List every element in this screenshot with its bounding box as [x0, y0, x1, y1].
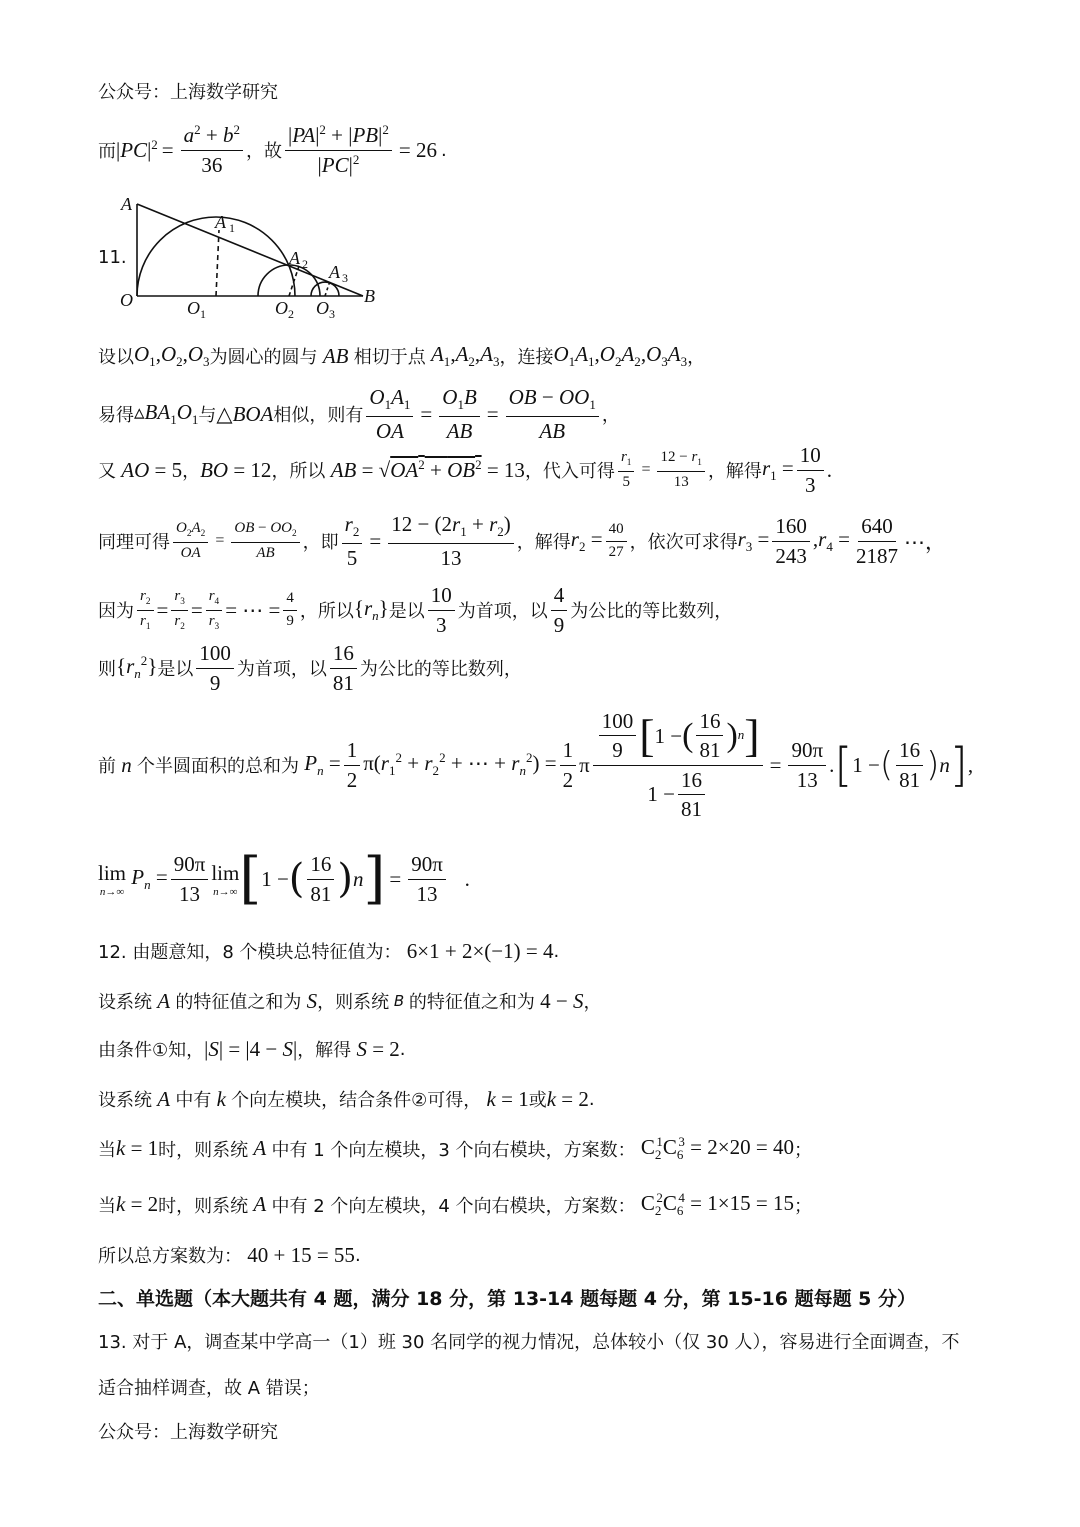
p11-limit-line: lim n→∞ $P_n$ = $\frac{90\pi}{13}$ lim n→∞ [ 1 − ( $\frac{16}{81}$ ) n ] = $\frac{90\pi}{13}$ .: [98, 846, 470, 911]
label-O3: O: [316, 298, 329, 318]
label-B: B: [364, 286, 375, 306]
problem-11-number: 11.: [98, 247, 127, 268]
p12-line-3: 由条件①知， |S| = |4 − S| ，解得 S = 2 .: [98, 1036, 406, 1061]
p11-line-5: 因为 $\frac{r_2}{r_1}$ = $\frac{r_3}{r_2}$ = $\frac{r_4}{r_3}$ = ⋯ = $\frac{4}{9}$ ，所以 $\{r_n\}$ 是以 $\frac{10}{3}$ 为首项，以 $\frac{4}{9}$ 为公比的等比数列，: [98, 583, 733, 637]
p12-line-2: 设系统 A 的特征值之和为 S ，则系统 B 的特征值之和为 4 − S ，: [98, 988, 602, 1013]
p12-line-1: 12. 由题意知，8 个模块总特征值为： 6×1 + 2×(−1) = 4 .: [98, 938, 560, 963]
p12-line-6: 当 k = 2 时，则系统 A 中有 2 个向左模块，4 个向右模块，方案数： $C_2^2C_6^4 = 1\times 15 = 15$ ；: [98, 1190, 812, 1219]
pc-line: 而 $|PC|^2$ = $\frac{a^2 + b^2}{36}$ ，故 $\frac{|PA|^2 + |PB|^2}{|PC|^2}$ = 26 .: [98, 122, 447, 177]
svg-text:1: 1: [200, 307, 206, 320]
svg-text:1: 1: [229, 221, 235, 235]
p12-line-7: 所以总方案数为： 40 + 15 = 55 .: [98, 1242, 361, 1267]
label-O1: O: [187, 298, 200, 318]
svg-text:3: 3: [329, 307, 335, 320]
p13-line-2: 适合抽样调查，故 A 错误；: [98, 1378, 320, 1399]
svg-text:2: 2: [302, 257, 308, 271]
label-A3: A: [329, 262, 340, 282]
fraction: $\frac{|PA|^2 + |PB|^2}{|PC|^2}$: [285, 123, 392, 176]
p11-line-7: 前 n 个半圆面积的总和为 $P_n$ = $\frac{1}{2}$ $\pi(r_1^2 + r_2^2$ + ⋯ + $r_n^2$) = $\frac{1}{2}$ π $\frac{100}{9}$ [ 1 − ( $\frac{16}{81}$ ) n ] 1 − $\frac{16}{81}$ = $\frac{90\pi}{13}$ . [ 1 − ( $\frac{16}{81}$ ) n ] ,: [98, 709, 974, 821]
section-heading: 二、单选题（本大题共有 4 题，满分 18 分，第 13-14 题每题 4 分，第 15-16 题每题 5 分）: [98, 1288, 917, 1310]
page-header: 公众号：上海数学研究: [98, 82, 278, 103]
p13-line-1: 13. 对于 A，调查某中学高一（1）班 30 名同学的视力情况，总体较小（仅 30 人），容易进行全面调查，不: [98, 1332, 960, 1353]
p11-line-6: 则 $\{r_n^2\}$ 是以 $\frac{100}{9}$ 为首项，以 $\frac{16}{81}$ 为公比的等比数列，: [98, 641, 522, 695]
p11-line-2: 易得 $▵BA_1O_1$ 与 △BOA 相似，则有 $\frac{O_1A_1}{OA}$ = $\frac{O_1B}{AB}$ = $\frac{OB - OO_1}{AB}$ ，: [98, 385, 620, 443]
label-A: A: [121, 194, 132, 214]
fraction: $\frac{a^2 + b^2}{36}$: [181, 123, 243, 176]
svg-text:2: 2: [288, 307, 294, 320]
p11-line-3: 又 AO = 5 ， BO = 12 ，所以 AB = $√OA^2 + OB^2 = 13$ ，代入可得 $\frac{r_1}{5}$ = $\frac{12 - r_1}{13}$ ，解得 $r_1$ = $\frac{10}{3}$ .: [98, 443, 832, 497]
label-A2: A: [289, 248, 300, 268]
page-footer: 公众号：上海数学研究: [98, 1422, 278, 1443]
p11-line-1: 设以 $O_1,O_2,O_3$ 为圆心的圆与 AB 相切于点 $A_1,A_2,A_3$ ，连接 $O_1A_1,O_2A_2,O_3A_3$ ，: [98, 342, 706, 370]
label-O2: O: [275, 298, 288, 318]
p12-line-4: 设系统 A 中有 k 个向左模块，结合条件②可得， k = 1 或 k = 2 .: [98, 1086, 595, 1111]
semicircles-figure: [115, 190, 395, 320]
label-A1: A: [215, 212, 226, 232]
label-O: O: [120, 290, 133, 310]
svg-text:3: 3: [342, 271, 348, 285]
p11-line-4: 同理可得 $\frac{O_2A_2}{OA}$ = $\frac{OB - OO_2}{AB}$ ，即 $\frac{r_2}{5}$ = $\frac{12 - (2r_1 + r_2)}{13}$ ，解得 $r_2$ = $\frac{40}{27}$ ，依次可求得 $r_3$ = $\frac{160}{243}$ $,r_4$ = $\frac{640}{2187}$ ⋯，: [98, 512, 946, 570]
p12-line-5: 当 k = 1 时，则系统 A 中有 1 个向左模块，3 个向右模块，方案数： $C_2^1C_6^3 = 2\times 20 = 40$ ；: [98, 1134, 812, 1163]
